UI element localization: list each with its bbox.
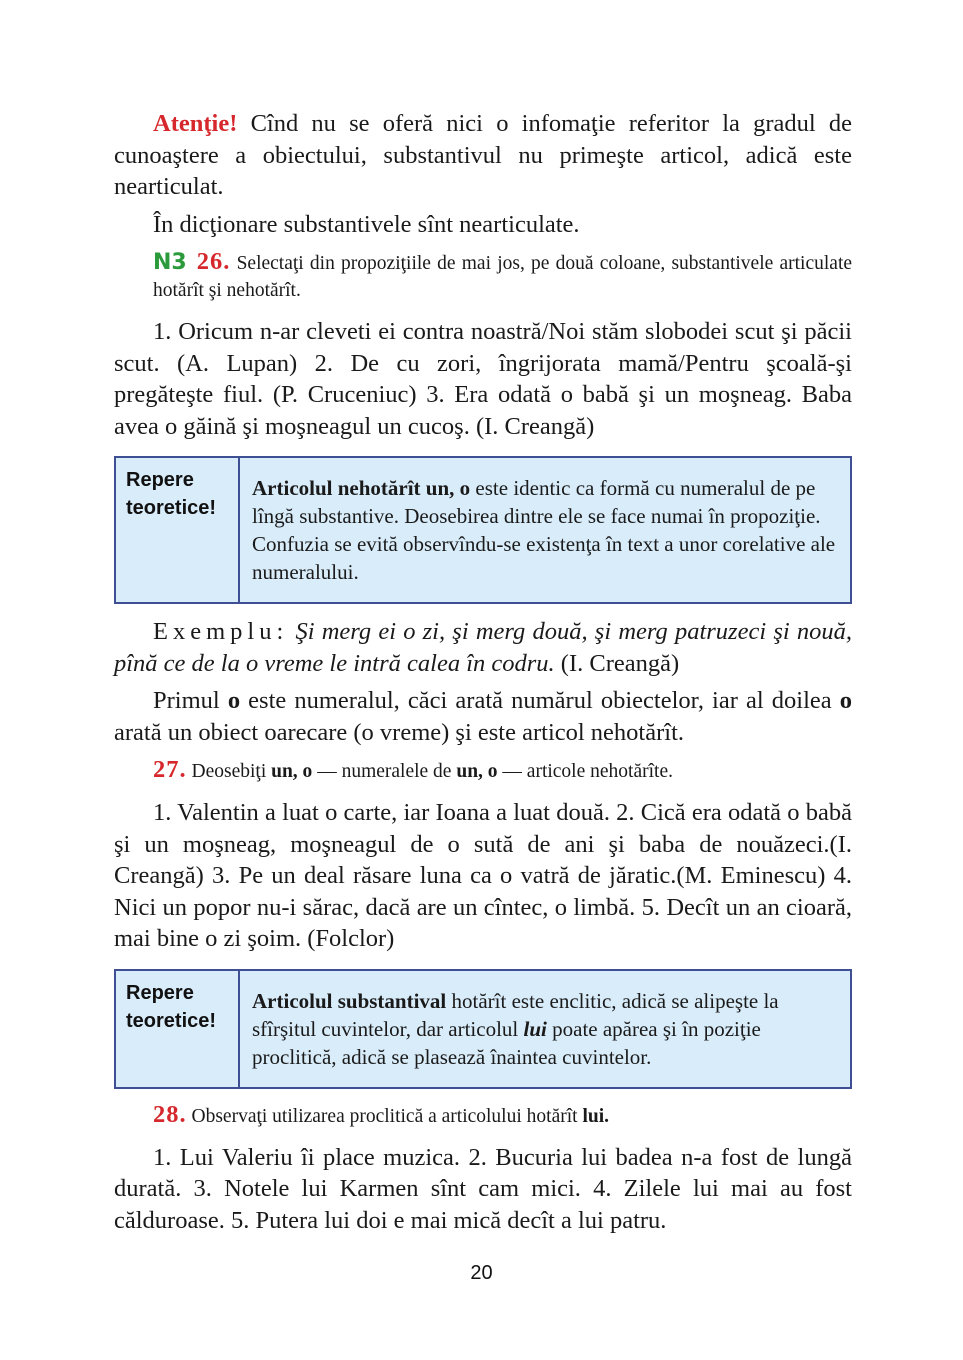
task-28-heading [114, 1101, 852, 1130]
theory-box-2-lead: Articolul substantival [252, 988, 447, 1013]
theory-box-2-text [240, 971, 850, 1087]
task-27-bold-1: un, o [271, 761, 313, 782]
task-26-number: 26. [196, 248, 231, 275]
page-content [114, 108, 852, 1242]
example-quote: Şi merg ei o zi, şi merg două, şi merg patruzeci şi nouă, pînă ce de la o vreme le intră calea în codru. [114, 618, 852, 677]
example-source: (I. Creangă) [554, 649, 680, 677]
attention-paragraph [114, 108, 852, 203]
task-27-part-2: — numeralele de [312, 761, 457, 782]
theory-box-2-body-2: poate apărea şi în poziţie proclitică, adică se plasează înaintea cuvintelor. [252, 1016, 761, 1069]
theory-box-1-body: este identic ca formă cu numeralul de pe lîngă substantive. Deosebirea dintre ele se face numai în propoziţie. Confuzia se evită observîndu-se existenţa în text a unor corelative ale numeralului. [252, 476, 836, 584]
theory-box-2 [114, 969, 852, 1089]
task-28-instruction [192, 1106, 610, 1127]
task-27-heading [114, 756, 852, 785]
theory-box-2-emph: lui [523, 1016, 547, 1041]
task-26-heading [114, 248, 852, 304]
task-28-number: 28. [153, 1100, 187, 1128]
task-27-number: 27. [153, 756, 187, 783]
task-28-text: 1. Lui Valeriu îi place muzica. 2. Bucuria lui badea n-a fost de lungă durată. 3. Notele lui Karmen sînt cam mici. 4. Zilele lui mai au fost călduroase. 5. Putera lui doi e mai mică decît a lui patru. [114, 1143, 852, 1234]
explanation-o-1: o [227, 687, 241, 714]
theory-box-1-label: Repere teoretice! [116, 458, 240, 602]
theory-box-2-body-1: hotărît este enclitic, adică se alipeşte la sfîrşitul cuvintelor, dar articolul [252, 988, 779, 1041]
task-26-text: 1. Oricum n-ar cleveti ei contra noastră/Noi stăm slobodei scut şi păcii scut. (A. Lupan) 2. De cu zori, îngrijorata mamă/Pentru şcoală-şi pregăteşte fiul. (P. Cruceniuc) 3. Era odată o babă şi un moşneag. Baba avea o găină şi moşneagul un cucoş. (I. Creangă) [114, 318, 852, 440]
n3-marker: N3 [153, 250, 187, 275]
theory-box-2-label: Repere teoretice! [116, 971, 240, 1087]
task-27-text: 1. Valentin a luat o carte, iar Ioana a luat două. 2. Cică era odată o babă şi un moşneag, moşneagul de o sută de ani şi baba de nouăzeci.(I. Creangă) 3. Pe un deal răsare luna ca o vatră de jăratic.(M. Eminescu) 4. Nici un popor nu-i sărac, dacă are un cîntec, o limbă. 5. Decît un an cioară, mai bine o zi şoim. (Folclor) [114, 799, 852, 952]
task-27-bold-2: un, o [456, 761, 498, 782]
page-number: 20 [470, 1262, 493, 1284]
task-27-part-1: Deosebiţi [191, 761, 272, 782]
task-26-instruction: Selectaţi din propoziţiile de mai jos, pe două coloane, substantivele articulate hotărît şi nehotărît. [153, 253, 853, 301]
task-28-bold: lui. [582, 1105, 609, 1127]
theory-box-1-text [240, 458, 850, 602]
explanation-part-2: este numeralul, căci arată numărul obiectelor, iar al doilea [240, 687, 840, 714]
dictionary-note: În dicţionare substantivele sînt nearticulate. [153, 210, 580, 238]
task-27-instruction [192, 761, 673, 782]
attention-text: Cînd nu se oferă nici o infomaţie referitor la gradul de cunoaştere a obiectului, substantivul nu primeşte articol, adică este nearticulat. [114, 110, 852, 200]
example-paragraph [114, 616, 852, 679]
example-label: Exemplu: [153, 618, 289, 645]
attention-label: Atenţie! [153, 110, 238, 137]
theory-box-1 [114, 456, 852, 604]
explanation-part-3: arată un obiect oarecare (o vreme) şi este articol nehotărît. [114, 718, 685, 746]
theory-box-1-lead: Articolul nehotărît un, o [252, 476, 471, 500]
task-28-instruction-text: Observaţi utilizarea proclitică a articolului hotărît [191, 1105, 583, 1127]
task-27-part-3: — articole nehotărîte. [497, 761, 673, 782]
explanation-paragraph [114, 685, 852, 748]
explanation-o-2: o [839, 687, 852, 714]
explanation-part-1: Primul [153, 687, 228, 714]
